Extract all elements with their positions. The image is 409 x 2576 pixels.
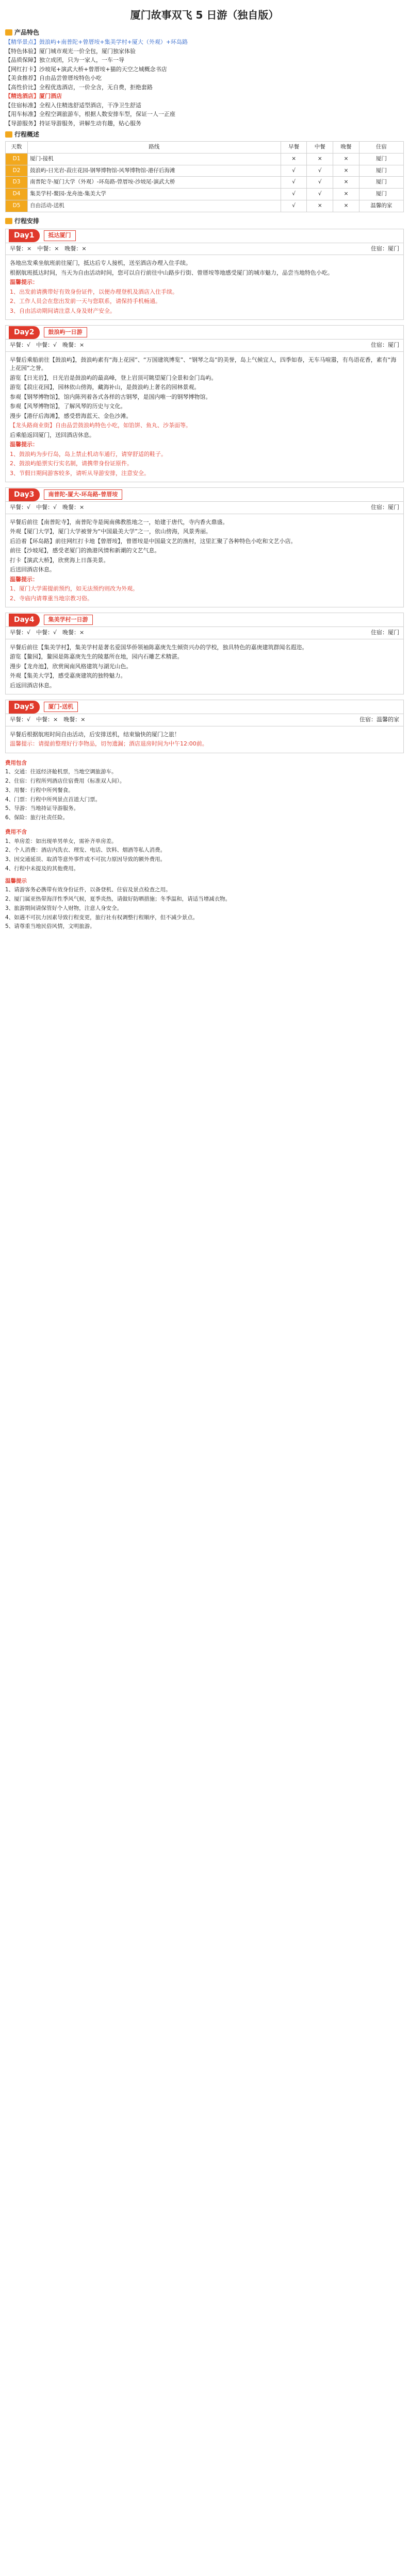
day-tip: 1、出发前请携带好有效身份证件，以便办理登机及酒店入住手续。 xyxy=(10,288,178,295)
day-paragraph: 【龙头路商业街】自由品尝鼓浪屿特色小吃，如馅饼、鱼丸、沙茶面等。 xyxy=(10,422,191,429)
day-meals: 早餐：√ 中餐：√ 晚餐：× xyxy=(10,629,85,636)
hotel-cell: 厦门 xyxy=(359,177,403,189)
section-marker-icon xyxy=(5,218,12,224)
fee-include-item: 4、门票：行程中所列景点首道大门票。 xyxy=(5,796,101,803)
breakfast-cell: × xyxy=(281,153,307,165)
hotel-cell: 温馨的家 xyxy=(359,200,403,212)
day-paragraph: 早餐后根据航班时间自由活动，后安排送机，结束愉快的厦门之旅！ xyxy=(10,731,180,738)
day-block-4 xyxy=(5,613,404,694)
day-body xyxy=(6,352,403,482)
day-hotel: 住宿：厦门 xyxy=(371,342,399,348)
dinner-cell: × xyxy=(333,165,359,177)
hotel-item: 【住宿标准】全程入住精选舒适型酒店，干净卫生舒适 xyxy=(5,101,141,109)
day-cell: D2 xyxy=(6,165,28,177)
day-paragraph: 漫步【龙舟池】，欣赏闽南风格建筑与湖光山色。 xyxy=(10,663,132,670)
day-paragraph: 早餐后乘船前往【鼓浪屿】，鼓浪屿素有“海上花园”、“万国建筑博览”、“钢琴之岛”的美誉，岛上气候宜人，四季如春，无车马喧嚣，有鸟语花香，素有“海上花园”之誉。 xyxy=(10,356,397,371)
lunch-cell: √ xyxy=(307,165,333,177)
hotel-heading: 【精选酒店】厦门酒店 xyxy=(5,93,62,99)
hotel-cell: 厦门 xyxy=(359,189,403,200)
day-tag: Day1 xyxy=(9,229,40,242)
day-header xyxy=(6,613,403,627)
column-header: 中餐 xyxy=(307,142,333,154)
day-body xyxy=(6,514,403,607)
day-body xyxy=(6,255,403,319)
fee-exclude-item: 4、行程中未提及的其他费用。 xyxy=(5,865,79,872)
fee-include-item: 3、用餐：行程中所列餐食。 xyxy=(5,787,74,793)
day-paragraph: 根据航班抵达时间，当天为自由活动时间，您可以自行前往中山路步行街、曾厝垵等地感受厦门的城市魅力，品尝当地特色小吃。 xyxy=(10,269,333,276)
day-tip: 2、寺庙内请尊重当地宗教习俗。 xyxy=(10,595,93,602)
hotel-cell: 厦门 xyxy=(359,165,403,177)
day-tag: Day5 xyxy=(9,701,40,714)
fee-include-item: 2、住宿：行程所列酒店住宿费用（标准双人间）。 xyxy=(5,778,125,784)
day-meals: 早餐：√ 中餐：√ 晚餐：× xyxy=(10,342,85,348)
hotel-item: 【用车标准】全程空调旅游车，根据人数安排车型，保证一人一正座 xyxy=(5,111,175,117)
fee-exclude-heading: 费用不含 xyxy=(5,828,27,835)
lunch-cell: × xyxy=(307,200,333,212)
section-marker-icon xyxy=(5,29,12,36)
route-cell: 自由活动-送机 xyxy=(28,200,281,212)
dinner-cell: × xyxy=(333,177,359,189)
day-block-1 xyxy=(5,229,404,320)
route-cell: 集美学村-鳌园-龙舟池-集美大学 xyxy=(28,189,281,200)
day-paragraph: 早餐后前往【集美学村】，集美学村是著名爱国华侨领袖陈嘉庚先生倾资兴办的学校，独具特色的嘉庚建筑群闻名遐迩。 xyxy=(10,643,308,651)
day-paragraph: 游览【日光岩】，日光岩是鼓浪屿的最高峰，登上岩顶可眺望厦门全景和金门岛屿。 xyxy=(10,374,217,381)
day-paragraph: 游览【鳌园】，鳌园是陈嘉庚先生的陵墓所在地，园内石雕艺术精湛。 xyxy=(10,653,183,660)
tips-item: 2、厦门属亚热带海洋性季风气候，夏季炎热，请做好防晒措施；冬季温和，请适当增减衣物。 xyxy=(5,896,231,902)
day-header xyxy=(6,488,403,502)
day-hotel: 住宿：厦门 xyxy=(371,504,399,511)
route-cell: 南普陀寺-厦门大学（外观）-环岛路-曾厝垵-沙坡尾-演武大桥 xyxy=(28,177,281,189)
day-tip-label: 温馨提示： xyxy=(10,575,38,583)
day-paragraph: 后沿着【环岛路】前往网红打卡地【曾厝垵】，曾厝垵是中国最文艺的渔村，这里汇聚了各种特色小吃和文艺小店。 xyxy=(10,537,297,545)
lunch-cell: √ xyxy=(307,177,333,189)
fee-exclude-section xyxy=(5,828,404,873)
day-paragraph: 参观【风琴博物馆】，了解风琴的历史与文化。 xyxy=(10,403,126,410)
day-meals-row xyxy=(6,340,403,352)
breakfast-cell: √ xyxy=(281,177,307,189)
day-body xyxy=(6,639,403,694)
day-block-3 xyxy=(5,487,404,607)
feature-item: 【特色体验】厦门城市观光一价全包，厦门独家体验 xyxy=(5,47,136,55)
table-row xyxy=(6,189,404,200)
day-paragraph: 前往【沙坡尾】，感受老厦门的渔港风情和新潮的文艺气息。 xyxy=(10,547,160,554)
day-meals-row xyxy=(6,627,403,639)
fee-include-heading: 费用包含 xyxy=(5,759,27,766)
dinner-cell: × xyxy=(333,153,359,165)
column-header: 晚餐 xyxy=(333,142,359,154)
fee-include-item: 5、导游：当地持证导游服务。 xyxy=(5,805,79,812)
tips-item: 1、请游客务必携带有效身份证件，以备登机、住宿及景点检查之用。 xyxy=(5,887,171,893)
day-tip: 1、鼓浪屿为步行岛，岛上禁止机动车通行，请穿舒适的鞋子。 xyxy=(10,450,167,457)
day-paragraph: 早餐后前往【南普陀寺】，南普陀寺是闽南佛教胜地之一，始建于唐代，寺内香火鼎盛。 xyxy=(10,518,228,526)
table-row xyxy=(6,165,404,177)
day-tag: Day2 xyxy=(9,326,40,339)
column-header: 住宿 xyxy=(359,142,403,154)
detail-heading: 行程安排 xyxy=(5,216,404,226)
day-meals-row xyxy=(6,502,403,514)
fee-include-section xyxy=(5,759,404,822)
day-meals: 早餐：√ 中餐：× 晚餐：× xyxy=(10,716,86,723)
day-meals-row xyxy=(6,243,403,256)
fee-exclude-item: 1、单房差：如出现单男单女，需补齐单房差。 xyxy=(5,838,117,844)
day-paragraph: 后送回酒店休息。 xyxy=(10,566,55,573)
day-route: 南普陀-厦大-环岛路-曾厝垵 xyxy=(44,489,123,500)
day-meals: 早餐：× 中餐：× 晚餐：× xyxy=(10,245,87,252)
table-row xyxy=(6,177,404,189)
breakfast-cell: √ xyxy=(281,165,307,177)
day-paragraph: 后返回酒店休息。 xyxy=(10,682,55,689)
day-block-5 xyxy=(5,700,404,753)
hotel-item: 【导游服务】持证导游服务，讲解生动有趣，贴心服务 xyxy=(5,120,141,127)
route-cell: 厦门-接机 xyxy=(28,153,281,165)
day-paragraph: 打卡【演武大桥】，欣赏海上日落美景。 xyxy=(10,556,109,564)
day-tip: 温馨提示：请提前整理好行李物品，切勿遗漏；酒店退房时间为中午12:00前。 xyxy=(10,740,208,747)
day-paragraph: 参观【钢琴博物馆】，馆内陈列着各式各样的古钢琴，是国内唯一的钢琴博物馆。 xyxy=(10,393,211,400)
tips-item: 3、旅游期间请保管好个人财物，注意人身安全。 xyxy=(5,905,123,911)
day-route: 厦门-送机 xyxy=(44,702,78,713)
day-tip-label: 温馨提示： xyxy=(10,441,38,448)
section-marker-icon xyxy=(5,131,12,138)
day-paragraph: 外观【集美大学】，感受嘉庚建筑的独特魅力。 xyxy=(10,672,126,679)
table-row xyxy=(6,200,404,212)
day-header xyxy=(6,326,403,340)
day-hotel: 住宿：温馨的家 xyxy=(359,716,399,723)
day-paragraph: 各地出发乘坐航班前往厦门，抵达后专人接机，送至酒店办理入住手续。 xyxy=(10,260,191,266)
day-body xyxy=(6,726,403,753)
route-cell: 鼓浪屿-日光岩-菽庄花园-钢琴博物馆-风琴博物馆-港仔后海滩 xyxy=(28,165,281,177)
dinner-cell: × xyxy=(333,189,359,200)
tips-item: 4、如遇不可抗力因素导致行程变更，旅行社有权调整行程顺序，但不减少景点。 xyxy=(5,914,199,921)
page-title: 厦门故事双飞 5 日游（独自版） xyxy=(130,9,279,21)
day-cell: D5 xyxy=(6,200,28,212)
feature-item: 【精华景点】鼓浪屿+南普陀+曾厝垵+集美学村+厦大（外观）+环岛路 xyxy=(5,39,188,45)
fee-include-item: 1、交通：往返经济舱机票，当地空调旅游车。 xyxy=(5,769,117,775)
fee-exclude-item: 2、个人消费：酒店内洗衣、理发、电话、饮料、烟酒等私人消费。 xyxy=(5,847,166,854)
day-tip: 2、鼓浪屿船票实行实名制，请携带身份证原件。 xyxy=(10,460,133,467)
day-block-2 xyxy=(5,325,404,482)
tips-heading: 温馨提示 xyxy=(5,877,27,884)
day-header xyxy=(6,229,403,243)
feature-item: 【高性价比】全程优选酒店，一价全含，无自费，拒绝套路 xyxy=(5,83,153,91)
lunch-cell: √ xyxy=(307,189,333,200)
overview-heading: 行程概述 xyxy=(5,130,404,139)
column-header: 早餐 xyxy=(281,142,307,154)
day-paragraph: 后乘船返回厦门，送回酒店休息。 xyxy=(10,431,95,438)
day-tip-label: 温馨提示： xyxy=(10,279,38,285)
column-header: 天数 xyxy=(6,142,28,154)
day-tag: Day3 xyxy=(9,488,40,501)
features-heading: 产品特色 xyxy=(5,28,404,37)
features-list xyxy=(5,38,404,128)
itinerary-page xyxy=(0,0,409,942)
day-cell: D1 xyxy=(6,153,28,165)
day-route: 鼓浪屿一日游 xyxy=(44,327,87,338)
day-paragraph: 漫步【港仔后海滩】，感受碧海蓝天、金色沙滩。 xyxy=(10,412,132,419)
tips-item: 5、请尊重当地民俗风情，文明旅游。 xyxy=(5,923,95,930)
fee-include-item: 6、保险：旅行社责任险。 xyxy=(5,815,69,821)
feature-item: 【美食推荐】自由品尝曾厝垵特色小吃 xyxy=(5,75,102,81)
tips-section xyxy=(5,877,404,931)
overview-header-row xyxy=(6,142,404,154)
day-route: 集美学村一日游 xyxy=(44,615,93,625)
day-cell: D3 xyxy=(6,177,28,189)
day-tip: 2、工作人员会在您出发前一天与您联系，请保持手机畅通。 xyxy=(10,298,161,304)
feature-item: 【网红打卡】沙坡尾+演武大桥+曾厝垵+猫的天空之城概念书店 xyxy=(5,65,167,73)
day-hotel: 住宿：厦门 xyxy=(371,245,399,252)
day-meals-row xyxy=(6,714,403,726)
overview-table xyxy=(5,141,404,212)
day-tip: 3、自由活动期间请注意人身及财产安全。 xyxy=(10,307,116,314)
feature-item: 【品质保障】独立成团，只为一家人，一车一导 xyxy=(5,57,124,63)
column-header: 路线 xyxy=(28,142,281,154)
lunch-cell: × xyxy=(307,153,333,165)
breakfast-cell: √ xyxy=(281,189,307,200)
day-tag: Day4 xyxy=(9,614,40,626)
day-hotel: 住宿：厦门 xyxy=(371,629,399,636)
day-tip: 1、厦门大学需提前预约，如无法预约则改为外观。 xyxy=(10,585,138,592)
day-paragraph: 外观【厦门大学】，厦门大学被誉为“中国最美大学”之一，依山傍海，风景秀丽。 xyxy=(10,528,211,535)
day-paragraph: 游览【菽庄花园】，园林依山傍海，藏海补山，是鼓浪屿上著名的园林景观。 xyxy=(10,384,200,391)
fee-exclude-item: 3、因交通延误、取消等意外事件或不可抗力原因导致的额外费用。 xyxy=(5,856,166,862)
table-row xyxy=(6,153,404,165)
dinner-cell: × xyxy=(333,200,359,212)
day-tip: 3、节假日期间游客较多，请听从导游安排，注意安全。 xyxy=(10,469,150,477)
day-route: 抵达厦门 xyxy=(44,230,76,241)
day-cell: D4 xyxy=(6,189,28,200)
day-header xyxy=(6,700,403,714)
day-meals: 早餐：√ 中餐：√ 晚餐：× xyxy=(10,504,85,511)
breakfast-cell: √ xyxy=(281,200,307,212)
hotel-cell: 厦门 xyxy=(359,153,403,165)
